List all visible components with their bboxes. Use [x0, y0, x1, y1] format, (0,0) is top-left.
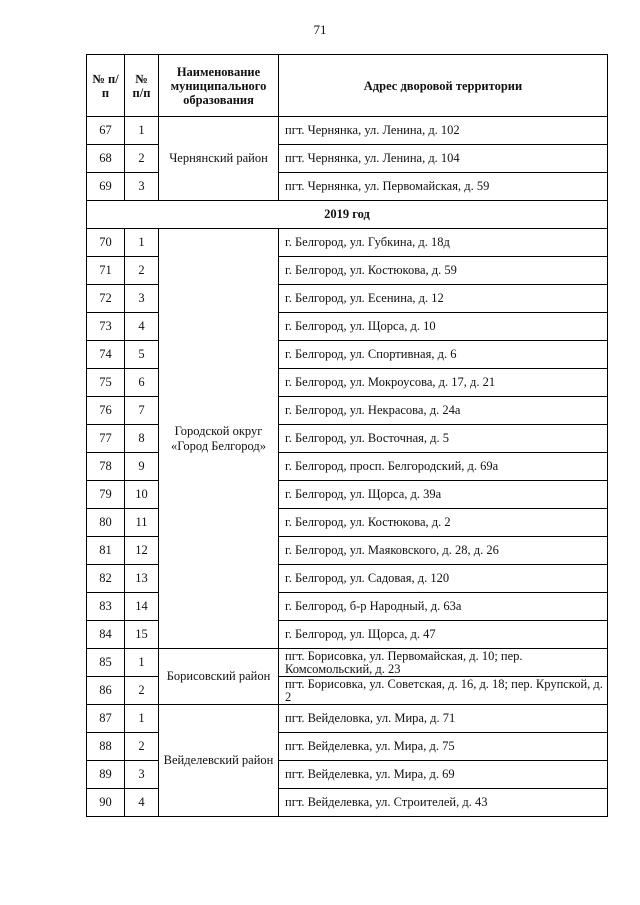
row-number: 90	[87, 789, 125, 817]
address-cell: пгт. Чернянка, ул. Первомайская, д. 59	[279, 173, 608, 201]
row-subnumber: 3	[125, 761, 159, 789]
row-subnumber: 11	[125, 509, 159, 537]
header-address: Адрес дворовой территории	[279, 55, 608, 117]
year-label: 2019 год	[87, 201, 608, 229]
address-cell: г. Белгород, ул. Восточная, д. 5	[279, 425, 608, 453]
address-cell: пгт. Вейделовка, ул. Мира, д. 71	[279, 705, 608, 733]
row-number: 67	[87, 117, 125, 145]
row-number: 86	[87, 677, 125, 705]
address-cell: г. Белгород, ул. Щорса, д. 47	[279, 621, 608, 649]
row-number: 79	[87, 481, 125, 509]
row-subnumber: 1	[125, 705, 159, 733]
row-subnumber: 2	[125, 677, 159, 705]
row-subnumber: 4	[125, 789, 159, 817]
municipality-cell: Чернянский район	[159, 117, 279, 201]
row-number: 81	[87, 537, 125, 565]
row-number: 71	[87, 257, 125, 285]
row-subnumber: 4	[125, 313, 159, 341]
table-body	[87, 117, 608, 817]
table-header-row	[87, 55, 608, 117]
address-cell: г. Белгород, ул. Щорса, д. 10	[279, 313, 608, 341]
row-number: 78	[87, 453, 125, 481]
address-cell: г. Белгород, ул. Губкина, д. 18д	[279, 229, 608, 257]
row-subnumber: 14	[125, 593, 159, 621]
address-cell: г. Белгород, ул. Спортивная, д. 6	[279, 341, 608, 369]
table-row	[87, 117, 608, 145]
address-cell: г. Белгород, ул. Есенина, д. 12	[279, 285, 608, 313]
row-number: 89	[87, 761, 125, 789]
row-number: 74	[87, 341, 125, 369]
page-number: 71	[313, 22, 327, 37]
row-subnumber: 5	[125, 341, 159, 369]
header-num2: № п/п	[125, 55, 159, 117]
row-subnumber: 7	[125, 397, 159, 425]
municipality-cell: Вейделевский район	[159, 705, 279, 817]
table-row	[87, 229, 608, 257]
row-number: 68	[87, 145, 125, 173]
row-subnumber: 15	[125, 621, 159, 649]
address-cell: г. Белгород, б-р Народный, д. 63а	[279, 593, 608, 621]
table-row	[87, 705, 608, 733]
row-number: 77	[87, 425, 125, 453]
address-cell: г. Белгород, ул. Щорса, д. 39а	[279, 481, 608, 509]
year-row	[87, 201, 608, 229]
row-subnumber: 2	[125, 145, 159, 173]
address-cell: г. Белгород, ул. Костюкова, д. 59	[279, 257, 608, 285]
row-number: 87	[87, 705, 125, 733]
address-cell: пгт. Вейделевка, ул. Строителей, д. 43	[279, 789, 608, 817]
address-cell: пгт. Борисовка, ул. Советская, д. 16, д. 18; пер. Крупской, д. 2	[279, 677, 608, 705]
row-number: 72	[87, 285, 125, 313]
row-subnumber: 2	[125, 733, 159, 761]
row-subnumber: 9	[125, 453, 159, 481]
address-cell: г. Белгород, ул. Маяковского, д. 28, д. 26	[279, 537, 608, 565]
address-cell: г. Белгород, просп. Белгородский, д. 69а	[279, 453, 608, 481]
address-table	[86, 54, 608, 817]
row-subnumber: 13	[125, 565, 159, 593]
row-number: 85	[87, 649, 125, 677]
row-subnumber: 8	[125, 425, 159, 453]
row-number: 73	[87, 313, 125, 341]
row-subnumber: 3	[125, 173, 159, 201]
municipality-cell: Борисовский район	[159, 649, 279, 705]
row-subnumber: 6	[125, 369, 159, 397]
row-number: 75	[87, 369, 125, 397]
address-cell: г. Белгород, ул. Мокроусова, д. 17, д. 21	[279, 369, 608, 397]
address-cell: пгт. Борисовка, ул. Первомайская, д. 10; пер. Комсомольский, д. 23	[279, 649, 608, 677]
row-subnumber: 3	[125, 285, 159, 313]
header-municipality: Наименование муниципального образования	[159, 55, 279, 117]
address-cell: г. Белгород, ул. Костюкова, д. 2	[279, 509, 608, 537]
address-cell: пгт. Чернянка, ул. Ленина, д. 102	[279, 117, 608, 145]
row-number: 80	[87, 509, 125, 537]
municipality-cell: Городской округ «Город Белгород»	[159, 229, 279, 649]
row-number: 83	[87, 593, 125, 621]
header-num1: № п/п	[87, 55, 125, 117]
row-number: 70	[87, 229, 125, 257]
row-subnumber: 12	[125, 537, 159, 565]
row-subnumber: 10	[125, 481, 159, 509]
row-subnumber: 1	[125, 649, 159, 677]
address-cell: г. Белгород, ул. Садовая, д. 120	[279, 565, 608, 593]
row-number: 76	[87, 397, 125, 425]
address-cell: пгт. Чернянка, ул. Ленина, д. 104	[279, 145, 608, 173]
row-number: 69	[87, 173, 125, 201]
address-cell: г. Белгород, ул. Некрасова, д. 24а	[279, 397, 608, 425]
table-row	[87, 649, 608, 677]
row-number: 84	[87, 621, 125, 649]
row-subnumber: 2	[125, 257, 159, 285]
address-cell: пгт. Вейделевка, ул. Мира, д. 69	[279, 761, 608, 789]
row-number: 82	[87, 565, 125, 593]
address-cell: пгт. Вейделевка, ул. Мира, д. 75	[279, 733, 608, 761]
row-number: 88	[87, 733, 125, 761]
row-subnumber: 1	[125, 117, 159, 145]
row-subnumber: 1	[125, 229, 159, 257]
